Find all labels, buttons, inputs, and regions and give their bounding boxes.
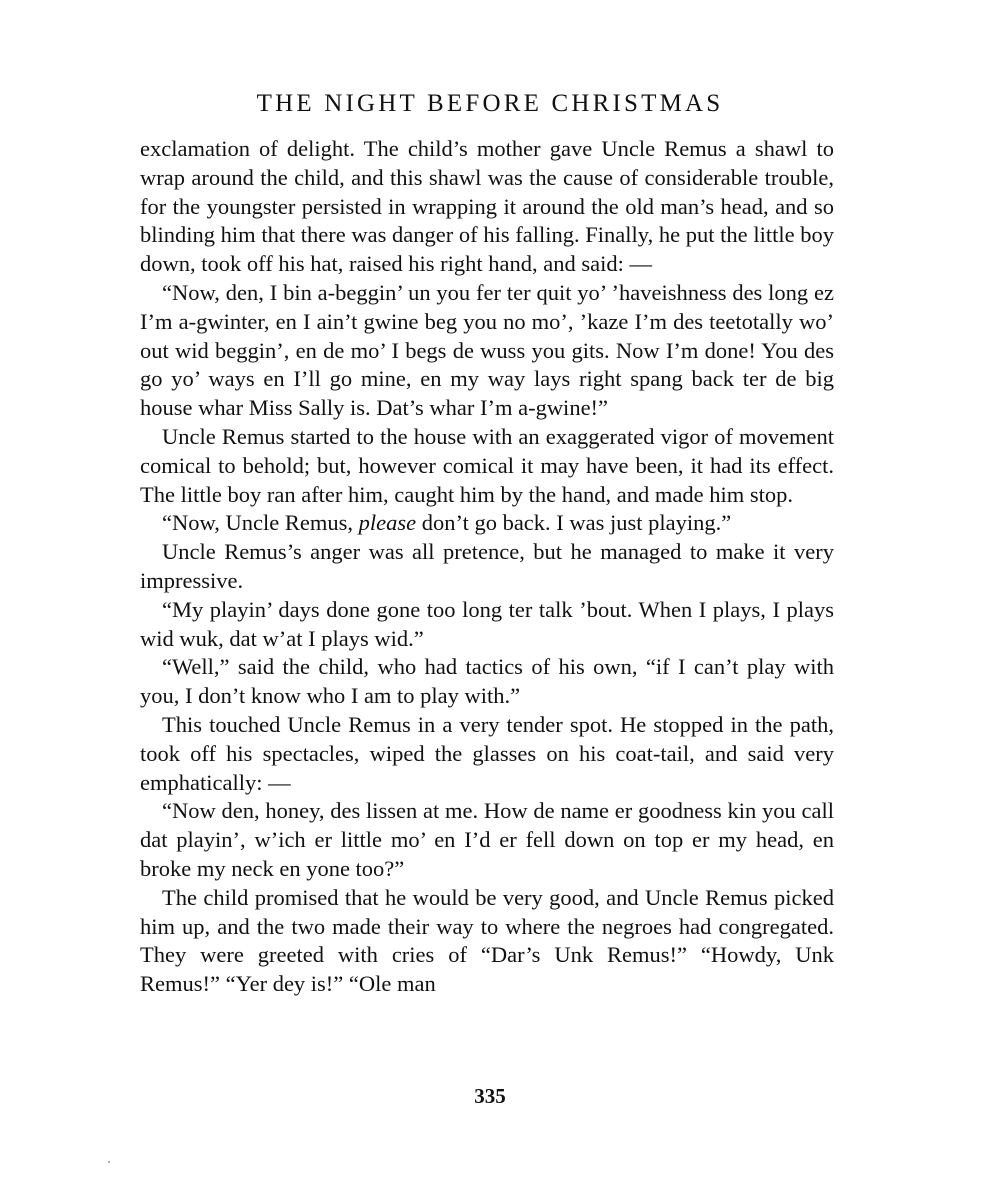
page-number: 335 [474,1084,506,1108]
paragraph-5: Uncle Remus’s anger was all pretence, but he managed to make it very impressive. [140,539,834,593]
paragraph-1: exclamation of delight. The child’s mother gave Uncle Remus a shawl to wrap around the child, and this shawl was the cause of considerable trouble, for the youngster persisted in wrapping it around the old man’s head, and so blinding him that there was danger of his falling. Finally, he put the little boy down, took off his hat, raised his right hand, and said: — [140,136,834,277]
scan-speck [108,1161,110,1163]
paragraph-8: This touched Uncle Remus in a very tender spot. He stopped in the path, took off his spectacles, wiped the glasses on his coat-tail, and said very emphatically: — [140,711,834,795]
paragraph-6: “My playin’ days done gone too long ter talk ’bout. When I plays, I plays wid wuk, dat w’at I plays wid.” [140,596,834,651]
paragraph-7: “Well,” said the child, who had tactics of his own, “if I can’t play with you, I don’t know who I am to play with.” [140,654,834,709]
paragraph-2: “Now, den, I bin a-beggin’ un you fer ter quit yo’ ’haveishness des long ez I’m a-gwinter, en I ain’t gwine beg you no mo’, ’kaze I’m des teetotally wo’ out wid beggin’, en de mo’ I begs de wuss you gits. Now I’m done! You des go yo’ ways en I’ll go mine, en my way lays right spang back ter de big house whar Miss Sally is. Dat’s whar I’m a-gwine!” [140,279,834,421]
body-text [140,135,834,999]
paragraph-4-start: “Now, Uncle Remus, [162,510,359,536]
paragraph-4-end: don’t go back. I was just playing.” [416,510,732,536]
paragraph-10: The child promised that he would be very good, and Uncle Remus picked him up, and the two made their way to where the negroes had congregated. They were greeted with cries of “Dar’s Unk Remus!” “Howdy, Unk Remus!” “Yer dey is!” “Ole man [140,884,834,997]
paragraph-9: “Now den, honey, des lissen at me. How de name er goodness kin you call dat playin’, w’ich er little mo’ en I’d er fell down on top er my head, en broke my neck en yone too?” [140,798,834,881]
paragraph-4 [140,509,834,538]
running-head: THE NIGHT BEFORE CHRISTMAS [256,90,724,117]
emphasized-word: please [358,510,417,536]
paragraph-3: Uncle Remus started to the house with an exaggerated vigor of movement comical to behold; but, however comical it may have been, it had its effect. The little boy ran after him, caught him by the hand, and made him stop. [140,423,834,507]
